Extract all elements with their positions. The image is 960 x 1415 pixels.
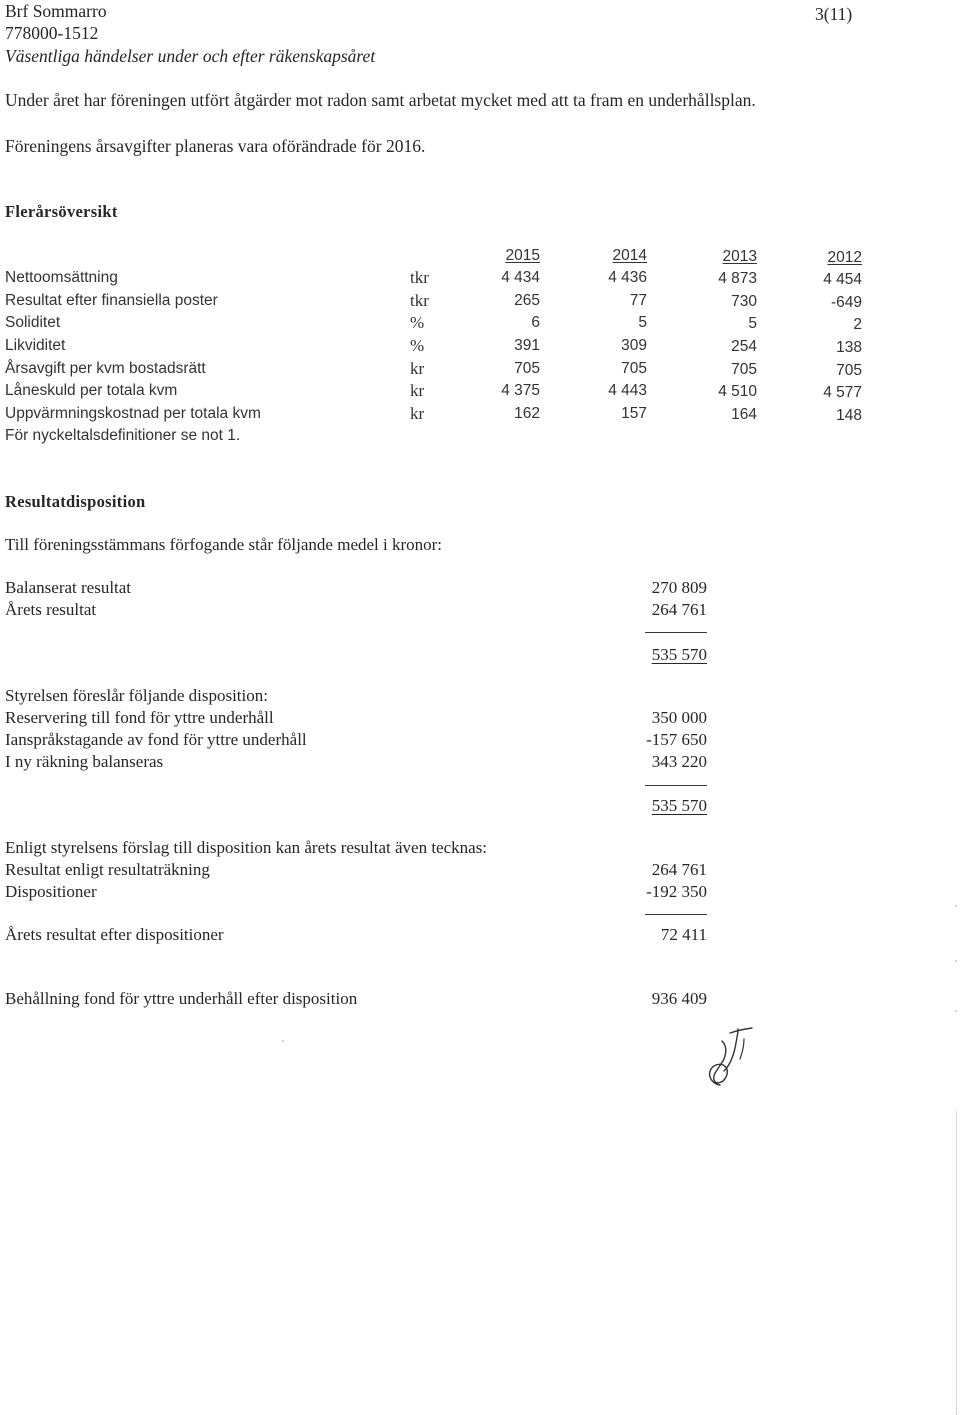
cell-value: 4 436 — [608, 269, 647, 286]
line-item-label: Reservering till fond för yttre underhåll — [5, 708, 274, 727]
sum-amount: 535 570 — [651, 796, 707, 815]
cell-value: 162 — [514, 405, 540, 422]
row-label: Låneskuld per totala kvm — [5, 382, 178, 399]
fund-balance-label: Behållning fond för yttre underhåll efter disposition — [5, 989, 358, 1008]
year-header: 2012 — [827, 249, 862, 266]
result-after-label: Årets resultat efter dispositioner — [5, 925, 224, 944]
cell-value: 705 — [731, 361, 757, 378]
scan-dot-artifact — [282, 1040, 284, 1042]
cell-value: 6 — [531, 314, 540, 331]
line-item-amount: 270 809 — [651, 578, 707, 597]
cell-value: 4 577 — [823, 384, 862, 401]
cell-value: 77 — [629, 292, 647, 309]
cell-value: 164 — [731, 406, 757, 423]
org-name: Brf Sommarro — [5, 1, 107, 21]
line-item-amount: 264 761 — [651, 860, 707, 879]
year-header: 2014 — [612, 247, 647, 264]
cell-value: 5 — [748, 315, 757, 332]
events-paragraph: Föreningens årsavgifter planeras vara oförändrade för 2016. — [5, 136, 426, 156]
proposal-intro: Styrelsen föreslår följande disposition: — [5, 686, 268, 705]
row-unit: kr — [410, 359, 425, 378]
row-unit: kr — [410, 381, 425, 400]
line-item-label: Ianspråkstagande av fond för yttre underhåll — [5, 730, 307, 749]
sum-rule — [645, 632, 707, 633]
cell-value: 5 — [638, 314, 647, 331]
line-item-label: Balanserat resultat — [5, 578, 132, 597]
cell-value: -649 — [830, 294, 862, 311]
scan-dot-artifact — [955, 960, 957, 962]
cell-value: 730 — [731, 293, 757, 310]
fund-balance-amount: 936 409 — [651, 989, 707, 1008]
cell-value: 4 434 — [501, 269, 540, 286]
line-item-amount: 264 761 — [651, 600, 707, 619]
cell-value: 148 — [836, 407, 862, 424]
scan-edge-artifact — [956, 1110, 957, 1415]
org-number: 778000-1512 — [5, 23, 99, 43]
year-header: 2015 — [505, 247, 540, 264]
table-footnote: För nyckeltalsdefinitioner se not 1. — [5, 427, 241, 444]
section-title: Väsentliga händelser under och efter räkenskapsåret — [5, 46, 376, 66]
sum-rule — [645, 785, 707, 786]
line-item-amount: 343 220 — [651, 752, 707, 771]
cell-value: 4 510 — [718, 383, 757, 400]
line-item-amount: 350 000 — [651, 708, 707, 727]
cell-value: 4 873 — [718, 270, 757, 287]
line-item-label: Årets resultat — [5, 600, 97, 619]
disposition-intro: Till föreningsstämmans förfogande står följande medel i kronor: — [5, 535, 443, 554]
row-unit: % — [410, 336, 425, 355]
multi-year-heading: Flerårsöversikt — [5, 202, 118, 221]
row-label: Resultat efter finansiella poster — [5, 292, 218, 309]
row-unit: tkr — [410, 268, 429, 287]
row-unit: % — [410, 313, 425, 332]
handwritten-initials — [700, 1025, 756, 1089]
cell-value: 705 — [836, 362, 862, 379]
row-unit: tkr — [410, 291, 429, 310]
cell-value: 254 — [731, 338, 757, 355]
page-number: 3(11) — [815, 4, 853, 24]
scan-dot-artifact — [955, 905, 957, 907]
cell-value: 4 375 — [501, 382, 540, 399]
cell-value: 265 — [514, 292, 540, 309]
row-label: Nettoomsättning — [5, 269, 118, 286]
cell-value: 138 — [836, 339, 862, 356]
cell-value: 2 — [853, 316, 862, 333]
row-unit: kr — [410, 404, 425, 423]
row-label: Årsavgift per kvm bostadsrätt — [5, 360, 206, 377]
scan-dot-artifact — [955, 1010, 957, 1012]
line-item-label: Resultat enligt resultaträkning — [5, 860, 210, 879]
cell-value: 4 454 — [823, 271, 862, 288]
cell-value: 705 — [514, 360, 540, 377]
line-item-amount: -192 350 — [646, 882, 707, 901]
cell-value: 157 — [621, 405, 647, 422]
disposition-heading: Resultatdisposition — [5, 492, 146, 511]
line-item-label: I ny räkning balanseras — [5, 752, 164, 771]
line-item-label: Dispositioner — [5, 882, 97, 901]
sum-rule — [645, 914, 707, 915]
cell-value: 391 — [514, 337, 540, 354]
row-label: Uppvärmningskostnad per totala kvm — [5, 405, 261, 422]
cell-value: 705 — [621, 360, 647, 377]
row-label: Soliditet — [5, 314, 61, 331]
result-after-amount: 72 411 — [660, 925, 707, 944]
row-label: Likviditet — [5, 337, 66, 354]
alternative-intro: Enligt styrelsens förslag till disposition kan årets resultat även tecknas: — [5, 838, 488, 857]
cell-value: 309 — [621, 337, 647, 354]
events-paragraph: Under året har föreningen utfört åtgärder mot radon samt arbetat mycket med att ta fram en underhållsplan. — [5, 90, 756, 110]
year-header: 2013 — [722, 248, 757, 265]
line-item-amount: -157 650 — [646, 730, 707, 749]
cell-value: 4 443 — [608, 382, 647, 399]
sum-amount: 535 570 — [651, 645, 707, 664]
